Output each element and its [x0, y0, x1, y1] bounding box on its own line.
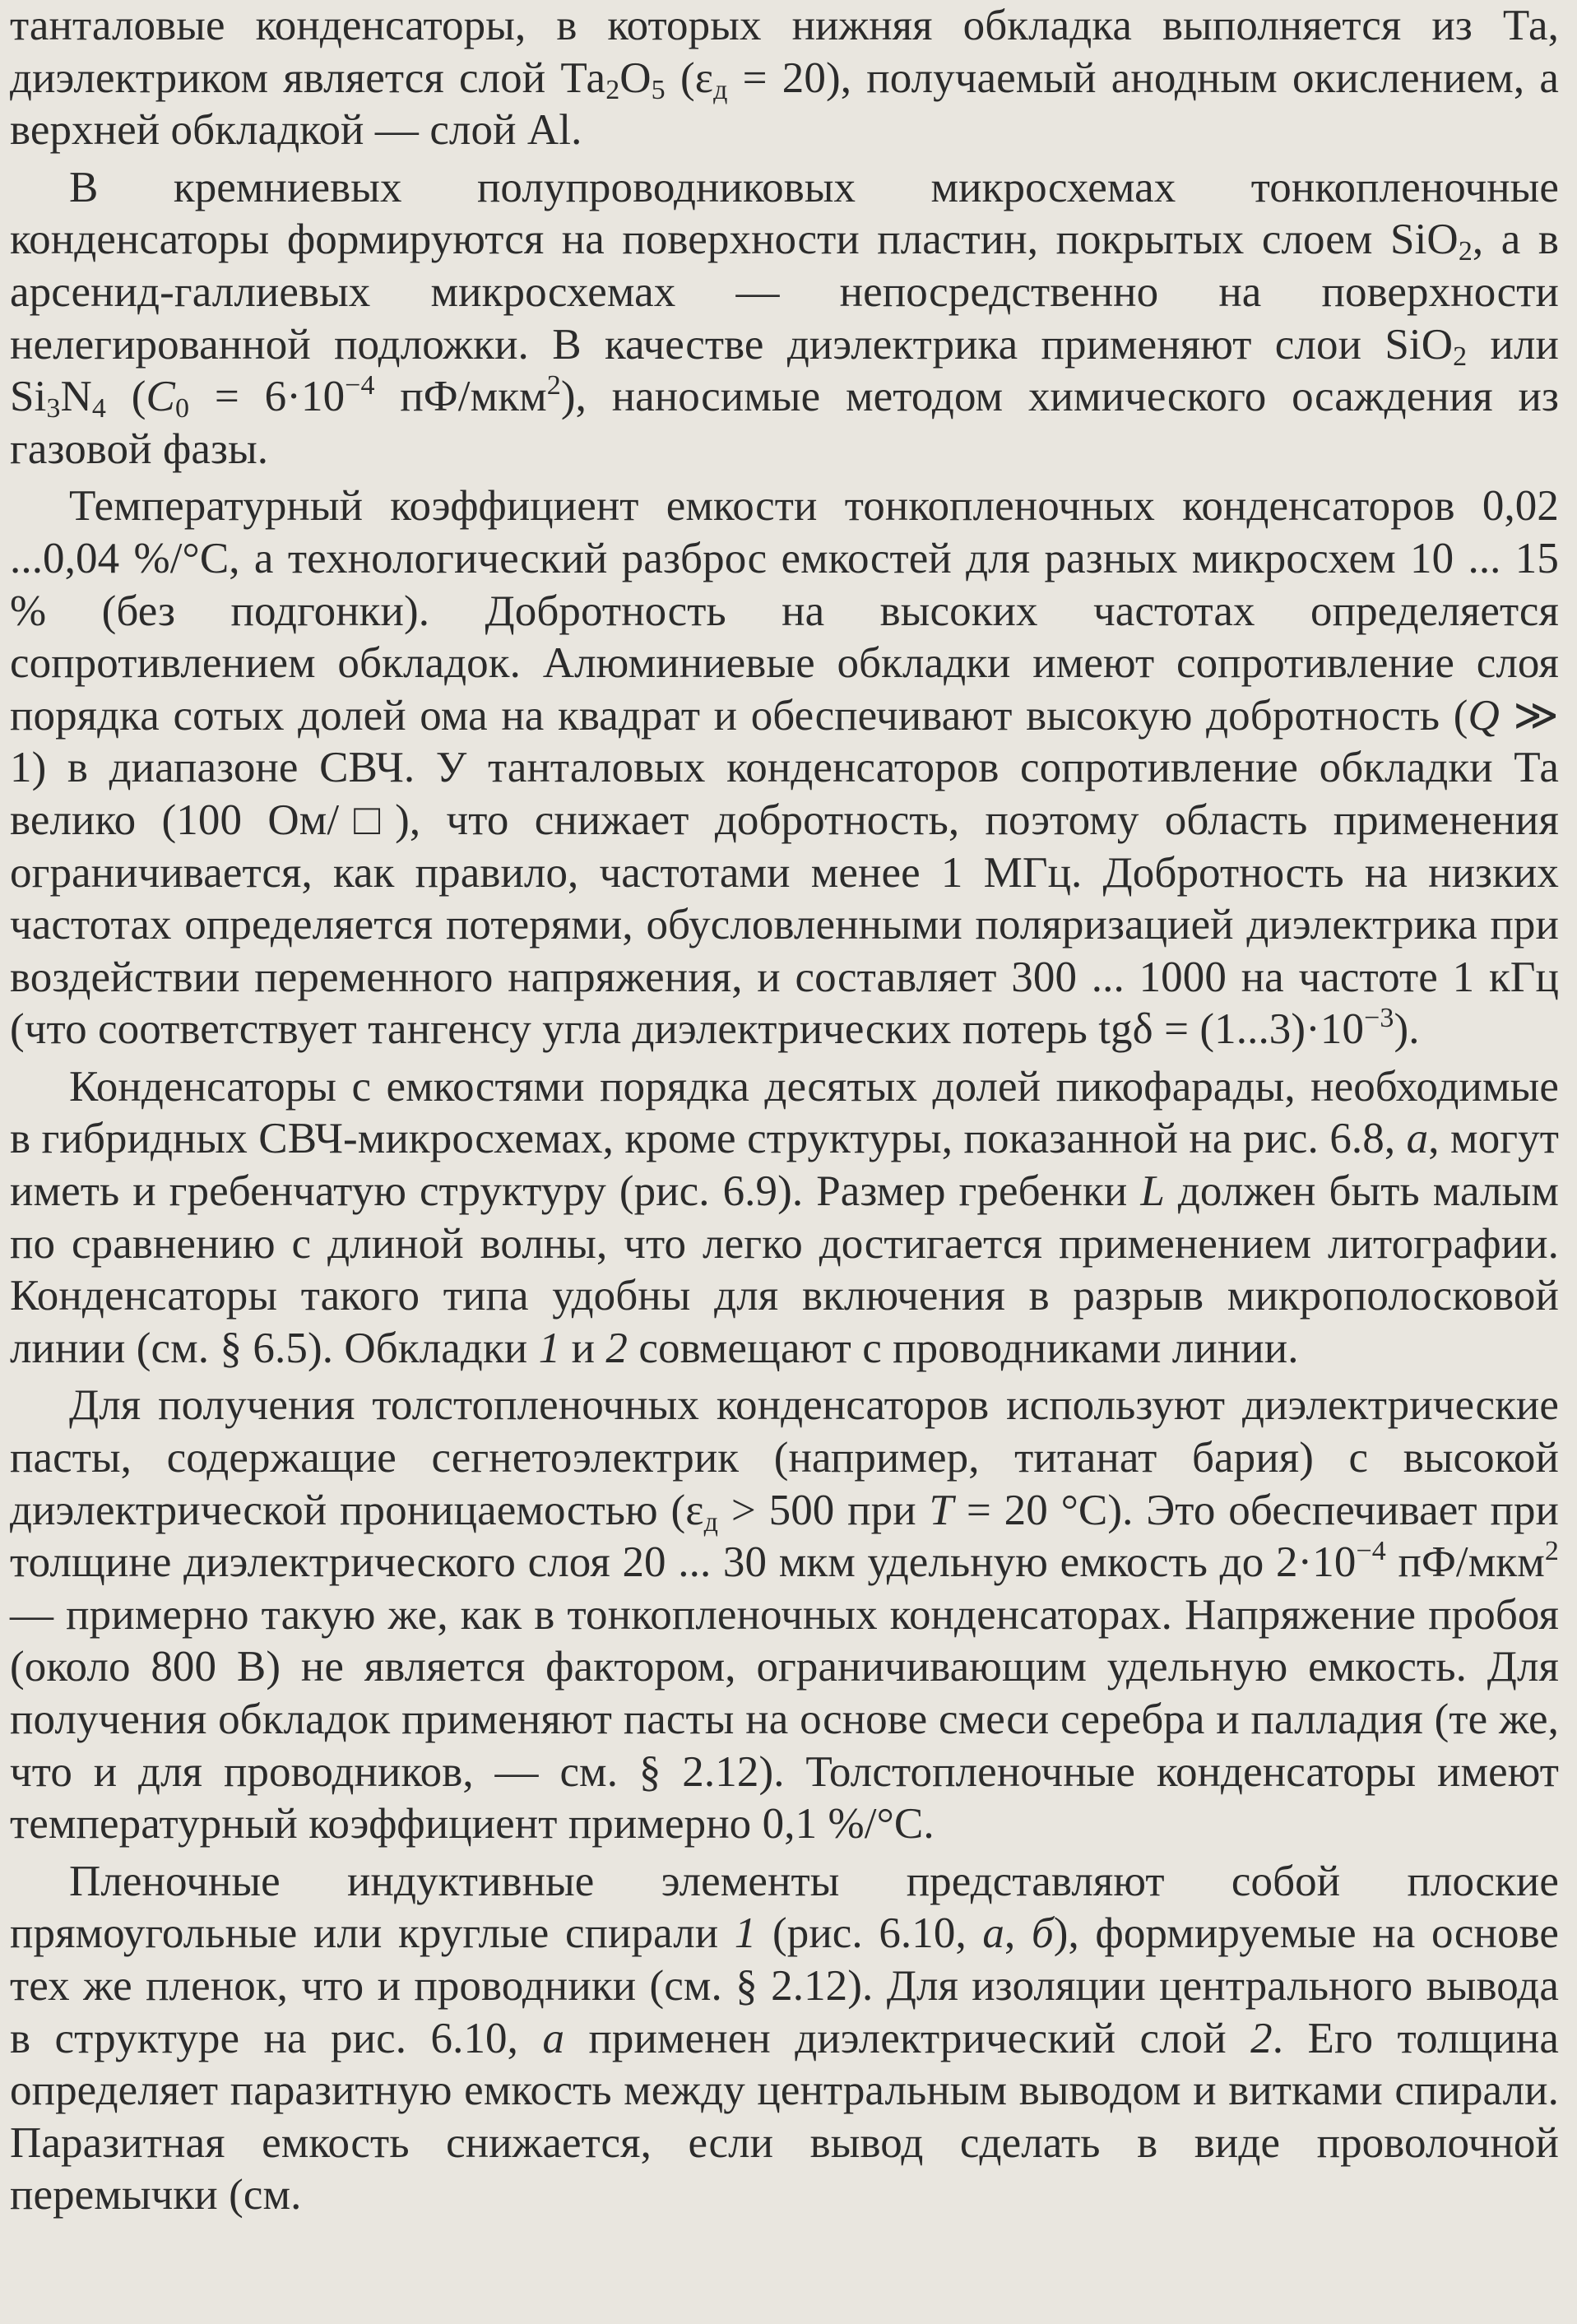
text-run: , могут иметь и гребенчатую структуру (рис. 6.9). Размер гребенки — [10, 1115, 1559, 1216]
text-run: ( — [106, 373, 146, 421]
text-run: совмещают с проводниками линии. — [628, 1324, 1299, 1372]
italic-symbol: 2 — [605, 1324, 628, 1372]
italic-symbol: а — [982, 1909, 1005, 1958]
italic-symbol: 2 — [1250, 2014, 1273, 2062]
italic-symbol: 1 — [734, 1909, 757, 1958]
text-run: — примерно такую же, как в тонкопленочных конденсаторах. Напряжение пробоя (около 800 В) не является фактором, ограничивающим удельную емкость. Для получения обкладок применяют пасты на основе смеси серебра и палладия (те же, что и для проводников, — см. § 2.12). Толстопленочные конденсаторы имеют температурный коэффициент примерно 0,1 %/°С. — [10, 1590, 1559, 1849]
italic-symbol: C — [146, 373, 175, 421]
superscript: −4 — [345, 370, 375, 401]
text-run: . Его толщина определяет паразитную емкость между центральным выводом и витками спирали. Паразитная емкость снижается, если вывод сделать в виде проволочной перемычки (см. — [10, 2014, 1559, 2220]
superscript: −4 — [1356, 1536, 1386, 1567]
text-run: N — [60, 373, 92, 421]
text-run: В кремниевых полупроводниковых микросхемах тонкопленочные конденсаторы формируются на поверхности пластин, покрытых слоем SiO — [10, 163, 1559, 264]
text-run: Температурный коэффициент емкости тонкопленочных конденсаторов 0,02 ...0,04 %/°С, а технологический разброс емкостей для разных микросхем 10 ... 15 % (без подгонки). Добротность на высоких частотах определяется сопротивлением обкладок. Алюминиевые обкладки имеют сопротивление слоя порядка сотых долей ома на квадрат и обеспечивают высокую добротность ( — [10, 482, 1559, 740]
text-run: = 6·10 — [189, 373, 346, 421]
text-run: = 20 °С). Это обеспечивает при толщине диэлектрического слоя 20 ... 30 мкм удельную емкость до 2·10 — [10, 1486, 1560, 1587]
text-run: ). — [1394, 1005, 1420, 1054]
italic-symbol: L — [1140, 1167, 1165, 1216]
subscript: д — [713, 74, 728, 105]
paragraph-comb-capacitors — [10, 1061, 1559, 1375]
text-run: применен диэлектрический слой — [564, 2014, 1251, 2062]
paragraph-temperature-coefficient — [10, 480, 1559, 1056]
text-run: пФ/мкм — [1385, 1538, 1545, 1587]
text-run: Для получения толстопленочных конденсаторов используют диэлектрические пасты, содержащие сегнетоэлектрик (например, титанат бария) с высокой диэлектрической проницаемостью (ε — [10, 1381, 1559, 1534]
italic-symbol: T — [929, 1486, 954, 1534]
text-run: > 500 при — [718, 1486, 930, 1534]
paragraph-tantalum-capacitors — [10, 0, 1559, 157]
superscript: −3 — [1364, 1003, 1394, 1034]
italic-symbol: а — [1406, 1115, 1429, 1163]
text-run: = 20), получаемый анодным окислением, а верхней обкладкой — слой Al. — [10, 53, 1559, 155]
italic-symbol: 1 — [538, 1324, 561, 1372]
subscript: 3 — [46, 393, 61, 424]
paragraph-thick-film-capacitors — [10, 1380, 1559, 1850]
text-run: Конденсаторы с емкостями порядка десятых долей пикофарады, необходимые в гибридных СВЧ-микросхемах, кроме структуры, показанной на рис. 6.8, — [10, 1062, 1559, 1163]
text-run: (ε — [665, 53, 714, 102]
text-run: ), формируемые на основе тех же пленок, что и проводники (см. § 2.12). Для изоляции центрального вывода в структуре на рис. 6.10, — [10, 1909, 1560, 2062]
text-run: должен быть малым по сравнению с длиной волны, что легко достигается применением литографии. Конденсаторы такого типа удобны для включения в разрыв микрополосковой линии (см. § 6.5). Обкладки — [10, 1167, 1559, 1372]
subscript: д — [703, 1506, 719, 1538]
subscript: 2 — [1453, 341, 1468, 372]
text-column — [10, 0, 1559, 2222]
subscript: 5 — [651, 74, 666, 105]
text-run: (рис. 6.10, — [756, 1909, 983, 1958]
superscript: 2 — [546, 370, 561, 401]
text-run: и — [560, 1324, 606, 1372]
text-run: ), наносимые методом химического осаждения из газовой фазы. — [10, 373, 1559, 473]
text-run: O — [619, 53, 652, 102]
text-run: танталовые конденсаторы, в которых нижняя обкладка выполняется из Та, диэлектриком является слой Та — [10, 2, 1559, 102]
superscript: 2 — [1544, 1536, 1559, 1567]
subscript: 2 — [605, 74, 620, 105]
text-run: , а в арсенид-галлиевых микросхемах — непосредственно на поверхности нелегированной подложки. В качестве диэлектрика применяют слои SiO — [10, 216, 1559, 369]
text-run: Пленочные индуктивные элементы представляют собой плоские прямоугольные или круглые спирали — [10, 1857, 1559, 1958]
text-run: ≫ 1) в диапазоне СВЧ. У танталовых конденсаторов сопротивление обкладки Та велико (100 Ом/□), что снижает добротность, поэтому область применения ограничивается, как правило, частотами менее 1 МГц. Добротность на низких частотах определяется потерями, обусловленными поляризацией диэлектрика при воздействии переменного напряжения, и составляет 300 ... 1000 на частоте 1 кГц (что соответствует тангенсу угла диэлектрических потерь tgδ = (1...3)·10 — [10, 691, 1559, 1054]
italic-symbol: б — [1031, 1909, 1054, 1958]
paragraph-inductive-elements — [10, 1856, 1559, 2222]
subscript: 4 — [91, 393, 106, 424]
paragraph-silicon-microcircuits — [10, 162, 1559, 476]
text-run: или Si — [10, 320, 1559, 421]
italic-symbol: а — [542, 2014, 565, 2062]
text-run: , — [1004, 1909, 1032, 1958]
subscript: 2 — [1458, 236, 1473, 267]
italic-symbol: Q — [1468, 691, 1500, 740]
text-run: пФ/мкм — [374, 373, 547, 421]
subscript: 0 — [174, 393, 190, 424]
